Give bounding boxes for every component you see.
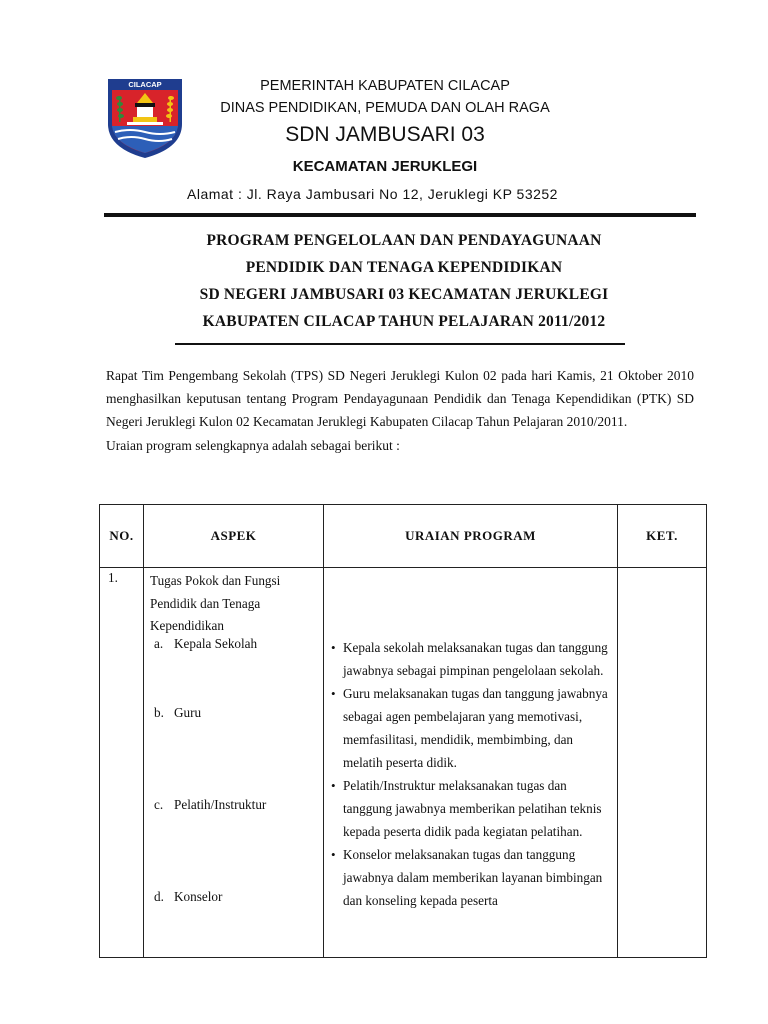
header-uraian: URAIAN PROGRAM: [324, 505, 618, 568]
school-address: Alamat : Jl. Raya Jambusari No 12, Jeruklegi KP 53252: [187, 186, 558, 202]
document-title-line-4: KABUPATEN CILACAP TAHUN PELAJARAN 2011/2012: [202, 313, 606, 330]
sub-item-letter: a.: [154, 636, 164, 651]
sub-item-label: Kepala Sekolah: [174, 636, 258, 651]
uraian-item: • Konselor melaksanakan tugas dan tanggung jawabnya dalam memberikan layanan bimbingan dan konseling kepada peserta: [330, 843, 615, 912]
program-table: [99, 504, 707, 958]
department-name: DINAS PENDIDIKAN, PEMUDA DAN OLAH RAGA: [220, 100, 550, 116]
school-name: SDN JAMBUSARI 03: [285, 123, 485, 146]
uraian-item: • Guru melaksanakan tugas dan tanggung jawabnya sebagai agen pembelajaran yang memotivasi, memfasilitasi, mendidik, membimbing, dan melatih peserta didik.: [330, 682, 615, 774]
sub-item-label: Guru: [174, 705, 202, 720]
letterhead-divider: [104, 213, 696, 217]
sub-item-label: Konselor: [174, 889, 223, 904]
header-ket: KET.: [618, 505, 707, 568]
logo-caption: CILACAP: [128, 80, 162, 89]
intro-text: [106, 364, 694, 457]
sub-item-letter: d.: [154, 889, 164, 904]
uraian-item: • Pelatih/Instruktur melaksanakan tugas dan tanggung jawabnya memberikan pelatihan teknis kepada peserta didik pada kegiatan pelatihan.: [330, 774, 615, 843]
aspek-sub-item: [154, 797, 266, 813]
sub-item-letter: b.: [154, 705, 164, 720]
uraian-item: • Kepala sekolah melaksanakan tugas dan tanggung jawabnya sebagai pimpinan pengelolaan sekolah.: [330, 636, 615, 682]
cell-no: [100, 568, 144, 958]
uraian-list: [330, 636, 615, 912]
cilacap-crest-logo: [105, 76, 185, 160]
intro-paragraph: Rapat Tim Pengembang Sekolah (TPS) SD Negeri Jeruklegi Kulon 02 pada hari Kamis, 21 Oktober 2010 menghasilkan keputusan tentang Program Pendayagunaan Pendidik dan Tenaga Kependidikan (PTK) SD Negeri Jeruklegi Kulon 02 Kecamatan Jeruklegi Kabupaten Cilacap Tahun Pelajaran 2010/2011.: [106, 368, 694, 430]
title-underline: [175, 343, 625, 345]
aspek-heading: Tugas Pokok dan Fungsi Pendidik dan Tenaga Kependidikan: [150, 573, 281, 633]
government-name: PEMERINTAH KABUPATEN CILACAP: [260, 78, 510, 94]
intro-lead: Uraian program selengkapnya adalah sebagai berikut :: [106, 437, 400, 453]
header-no: NO.: [100, 505, 144, 568]
aspek-sub-item: [154, 889, 222, 905]
document-title-line-2: PENDIDIK DAN TENAGA KEPENDIDIKAN: [245, 259, 563, 276]
aspek-sub-item: [154, 636, 257, 652]
table-row: [100, 568, 707, 958]
table-header-row: [100, 505, 707, 568]
sub-item-label: Pelatih/Instruktur: [174, 797, 267, 812]
document-title-line-3: SD NEGERI JAMBUSARI 03 KECAMATAN JERUKLEGI: [199, 286, 609, 303]
document-title-line-1: PROGRAM PENGELOLAAN DAN PENDAYAGUNAAN: [206, 232, 602, 249]
cell-aspek: [144, 568, 324, 958]
sub-item-letter: c.: [154, 797, 164, 812]
cell-ket: [618, 568, 707, 958]
row-number: 1.: [108, 570, 118, 585]
district-name: KECAMATAN JERUKLEGI: [292, 158, 478, 175]
cell-uraian: [324, 568, 618, 958]
aspek-sub-item: [154, 705, 201, 721]
header-aspek: ASPEK: [144, 505, 324, 568]
